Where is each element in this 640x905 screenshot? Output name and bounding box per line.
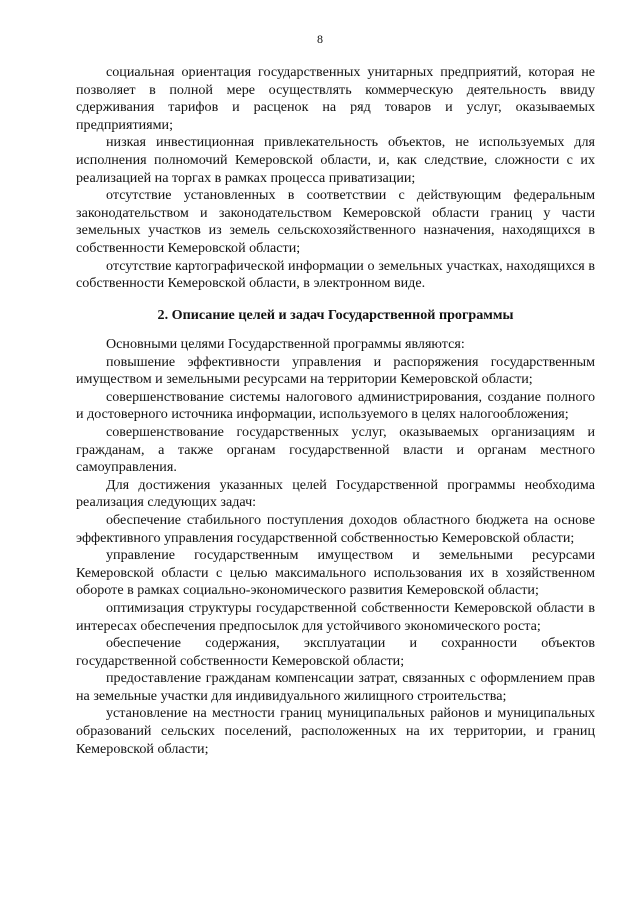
- section-paragraph: установление на местности границ муниципальных районов и муниципальных образований сельских поселений, расположенных на их территории, и границ Кемеровской области;: [76, 705, 595, 757]
- section-paragraph: повышение эффективности управления и распоряжения государственным имуществом и земельными ресурсами на территории Кемеровской области;: [76, 353, 595, 388]
- section-paragraph: управление государственным имуществом и земельными ресурсами Кемеровской области с целью максимального использования их в хозяйственном обороте в рамках социально-экономического развития Кемеровской области;: [76, 547, 595, 599]
- intro-paragraph: отсутствие картографической информации о земельных участках, находящихся в собственности Кемеровской области, в электронном виде.: [76, 257, 595, 292]
- section-paragraph: оптимизация структуры государственной собственности Кемеровской области в интересах обеспечения предпосылок для устойчивого экономического роста;: [76, 599, 595, 634]
- section-paragraph: обеспечение стабильного поступления доходов областного бюджета на основе эффективного управления государственной собственностью Кемеровской области;: [76, 511, 595, 546]
- section-text-block: [76, 336, 595, 758]
- section-paragraph: обеспечение содержания, эксплуатации и сохранности объектов государственной собственности Кемеровской области;: [76, 635, 595, 669]
- section-paragraph: Основными целями Государственной программы являются:: [106, 336, 465, 352]
- intro-paragraph: социальная ориентация государственных унитарных предприятий, которая не позволяет в полной мере осуществлять коммерческую деятельность ввиду сдерживания тарифов и расценок на ряд товаров и услуг, оказываемых предприятиями;: [76, 64, 595, 133]
- intro-paragraph: отсутствие установленных в соответствии с действующим федеральным законодательством и законодательством Кемеровской области границ у части земельных участков из земель сельскохозяйственного назначения, находящихся в собственности Кемеровской области;: [76, 187, 595, 256]
- page-number: 8: [317, 32, 323, 46]
- intro-text-block: [76, 64, 595, 293]
- section-paragraph: совершенствование государственных услуг, оказываемых организациям и гражданам, а также органам государственной власти и органам местного самоуправления.: [76, 423, 595, 476]
- section-paragraph: совершенствование системы налогового администрирования, создание полного и достоверного источника информации, используемого в целях налогообложения;: [76, 388, 595, 423]
- section-heading: 2. Описание целей и задач Государственной программы: [157, 307, 514, 323]
- intro-paragraph: низкая инвестиционная привлекательность объектов, не используемых для исполнения полномочий Кемеровской области, и, как следствие, сложности с их реализацией на торгах в рамках процесса приватизации;: [76, 134, 595, 186]
- section-paragraph: предоставление гражданам компенсации затрат, связанных с оформлением прав на земельные участки для индивидуального жилищного строительства;: [76, 670, 595, 704]
- section-paragraph: Для достижения указанных целей Государственной программы необходима реализация следующих задач:: [76, 476, 595, 511]
